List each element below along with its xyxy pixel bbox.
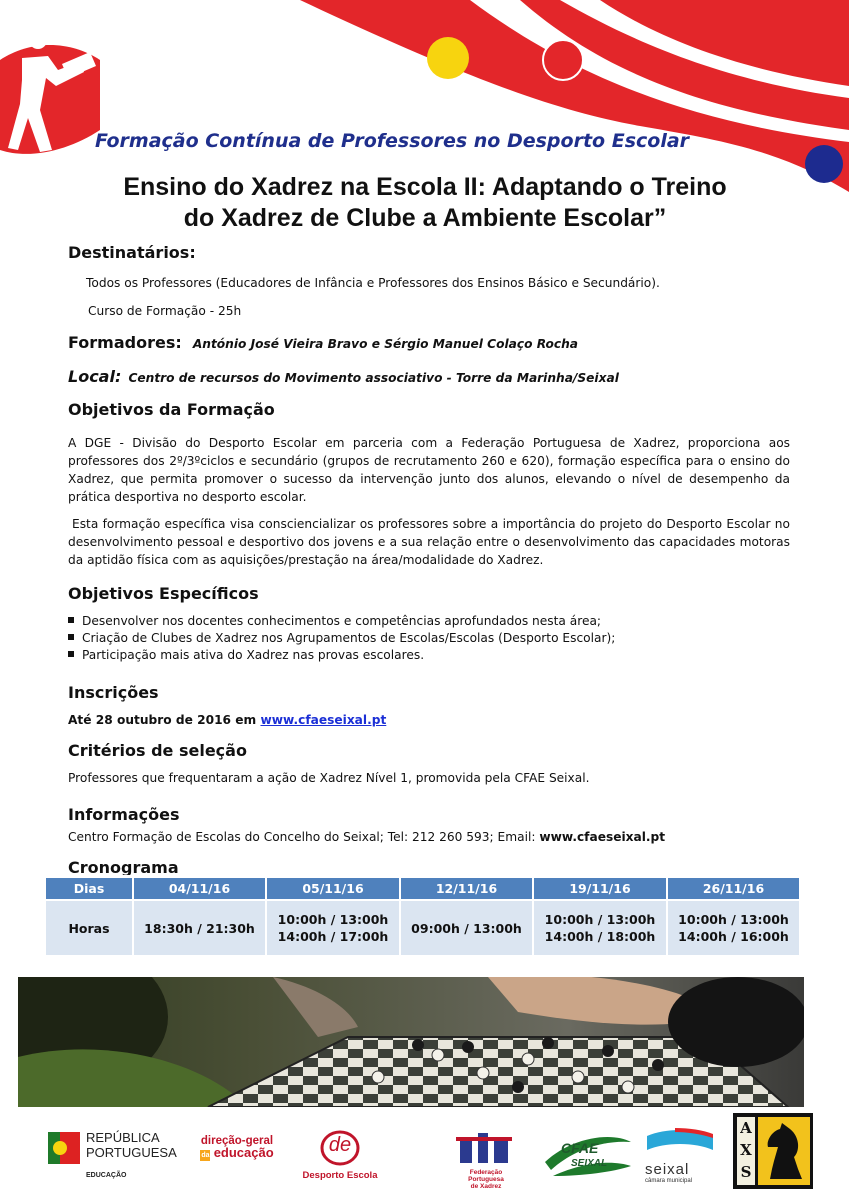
fpx-line-3: de Xadrez	[470, 1183, 502, 1190]
yellow-circle	[427, 37, 469, 79]
chess-knight-icon	[758, 1117, 810, 1185]
seixal-camara-logo	[645, 1128, 715, 1188]
informacoes-line	[68, 830, 665, 844]
table-header-cell: 19/11/16	[533, 877, 667, 900]
bullet-icon	[68, 617, 74, 623]
table-header-cell: 05/11/16	[266, 877, 400, 900]
table-header-cell: 04/11/16	[133, 877, 266, 900]
inscricoes-link[interactable]: www.cfaeseixal.pt	[260, 713, 387, 727]
seixal-waves-icon	[645, 1128, 715, 1158]
formadores-label: Formadores:	[68, 333, 182, 352]
chess-photo	[18, 977, 804, 1107]
list-item: Desenvolver nos docentes conhecimentos e competências aprofundados nesta área;	[68, 613, 615, 630]
local-line	[68, 367, 619, 386]
axs-logo	[733, 1113, 813, 1189]
informacoes-text: Centro Formação de Escolas do Concelho do Seixal; Tel: 212 260 593; Email:	[68, 830, 540, 844]
bullet-list	[68, 613, 615, 664]
fpx-line-2: Portuguesa	[468, 1176, 504, 1183]
inscricoes-heading: Inscrições	[68, 683, 159, 702]
list-item: Participação mais ativa do Xadrez nas provas escolares.	[68, 647, 615, 664]
destinatarios-heading: Destinatários:	[68, 243, 196, 262]
seixal-line-1: seixal	[645, 1161, 690, 1178]
cronograma-heading: Cronograma	[68, 858, 179, 875]
table-cell: 10:00h / 13:00h 14:00h / 18:00h	[533, 900, 667, 956]
blue-circle	[805, 145, 843, 183]
informacoes-email: www.cfaeseixal.pt	[539, 830, 666, 844]
table-header-cell: 26/11/16	[667, 877, 800, 900]
dge-line-3: educação	[213, 1145, 274, 1160]
table-header-cell: Dias	[45, 877, 133, 900]
local-value: Centro de recursos do Movimento associativo - Torre da Marinha/Seixal	[128, 371, 619, 385]
list-item: Criação de Clubes de Xadrez nos Agrupamentos de Escolas/Escolas (Desporto Escolar);	[68, 630, 615, 647]
schedule-table	[44, 876, 801, 957]
destinatarios-text: Todos os Professores (Educadores de Infância e Professores dos Ensinos Básico e Secundário).	[86, 276, 660, 290]
table-cell: 10:00h / 13:00h 14:00h / 17:00h	[266, 900, 400, 956]
table-header-cell: 12/11/16	[400, 877, 533, 900]
red-ribbon	[300, 0, 849, 192]
formadores-names: António José Vieira Bravo e Sérgio Manuel Colaço Rocha	[192, 337, 578, 351]
bullet-icon	[68, 634, 74, 640]
criterios-text: Professores que frequentaram a ação de Xadrez Nível 1, promovida pela CFAE Seixal.	[68, 771, 590, 785]
table-row	[45, 900, 800, 956]
table-header-row	[45, 877, 800, 900]
fpx-line-1: Federação	[469, 1169, 503, 1176]
table-cell: 09:00h / 13:00h	[400, 900, 533, 956]
objetivos-paragraph-2: Esta formação específica visa consciencializar os professores sobre a importância do projeto do Desporto Escolar no desenvolvimento pessoal e desportivo dos jovens e a sua relação entre o desenvolvimento das capacidades motoras da aptidão física com as aquisições/prestação na área/modalidade do Xadrez.	[68, 517, 790, 567]
republica-line-3: EDUCAÇÃO	[86, 1172, 127, 1179]
axs-letter: X	[740, 1141, 752, 1159]
dge-logo	[192, 1136, 282, 1161]
chess-photo-illustration	[18, 977, 804, 1107]
objetivos-heading: Objetivos da Formação	[68, 400, 275, 419]
table-cell: 10:00h / 13:00h 14:00h / 16:00h	[667, 900, 800, 956]
fpx-emblem-icon	[456, 1131, 516, 1165]
cfae-line-1: CFAE	[561, 1140, 599, 1156]
republica-portuguesa-logo	[48, 1130, 178, 1190]
especificos-heading: Objetivos Específicos	[68, 584, 259, 603]
desporto-escolar-logo	[285, 1130, 395, 1180]
cfae-seixal-logo	[543, 1132, 633, 1182]
inscricoes-line	[68, 713, 386, 727]
republica-line-1: REPÚBLICA	[86, 1130, 160, 1145]
seixal-line-2: câmara municipal	[645, 1178, 693, 1184]
dge-line-1: direção-geral	[200, 1135, 274, 1147]
table-row-label: Horas	[45, 900, 133, 956]
course-duration: Curso de Formação - 25h	[88, 304, 242, 318]
desporto-escola-label: Desporto Escola	[302, 1170, 378, 1181]
axs-letter: S	[740, 1163, 752, 1181]
objetivos-paragraph-1: A DGE - Divisão do Desporto Escolar em parceria com a Federação Portuguesa de Xadrez, proporciona aos professores dos 2º/3ºciclos e secundário (grupos de recrutamento 260 e 620), formação específica para o ensino do Xadrez, que permita promover o sucesso da intervenção junto dos alunos, elevando o nível de desempenho da prática desportiva no desporto escolar.	[68, 436, 790, 504]
republica-line-2: PORTUGUESA	[86, 1145, 177, 1160]
informacoes-heading: Informações	[68, 805, 180, 824]
axs-letter: A	[740, 1119, 752, 1137]
formadores-line	[68, 333, 578, 352]
dge-line-2: da	[201, 1152, 210, 1159]
inscricoes-text: Até 28 outubro de 2016 em	[68, 713, 261, 727]
de-mark: de	[328, 1134, 352, 1156]
local-label: Local:	[68, 367, 122, 386]
criterios-heading: Critérios de seleção	[68, 741, 247, 760]
title-line-2: do Xadrez de Clube a Ambiente Escolar”	[183, 204, 667, 232]
title-line-1: Ensino do Xadrez na Escola II: Adaptando o Treino	[123, 173, 727, 201]
player-right-hair	[668, 977, 804, 1067]
cfae-line-2: SEIXAL	[571, 1158, 608, 1169]
bullet-icon	[68, 651, 74, 657]
course-subtitle: Formação Contínua de Professores no Desporto Escolar	[95, 130, 690, 152]
fpx-logo	[456, 1131, 516, 1190]
page-title	[40, 172, 810, 234]
table-cell: 18:30h / 21:30h	[133, 900, 266, 956]
flag-emblem-icon	[48, 1132, 80, 1164]
red-circle	[543, 40, 583, 80]
